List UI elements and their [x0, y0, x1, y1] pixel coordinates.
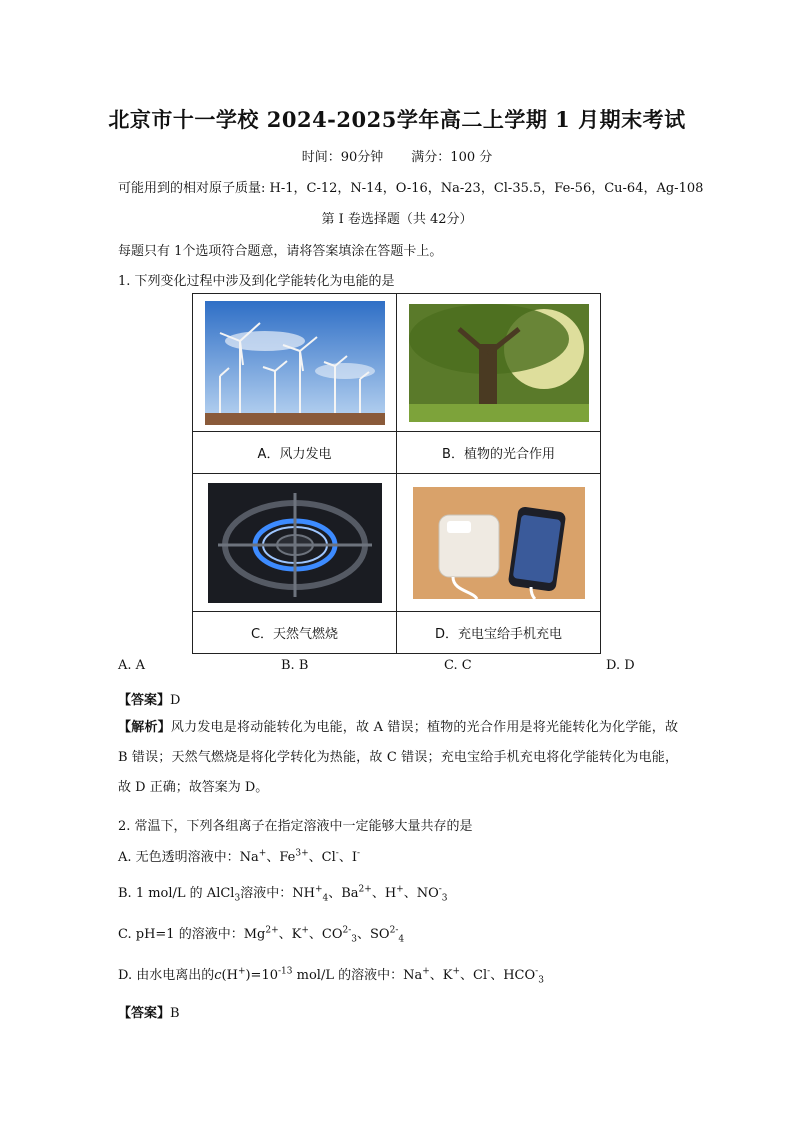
choice-a: A. A	[118, 658, 146, 673]
exam-time: 时间：90分钟	[301, 150, 384, 165]
answer-label: 【答案】	[118, 1006, 171, 1021]
option-b-label: B．植物的光合作用	[397, 432, 601, 474]
exam-title: 北京市十一学校 2024-2025学年高二上学期 1 月期末考试	[108, 107, 686, 132]
q1-stem: 1. 下列变化过程中涉及到化学能转化为电能的是	[118, 274, 395, 289]
answer-value: D	[170, 693, 181, 708]
choice-d: D. D	[606, 658, 635, 673]
power-bank-phone-icon	[413, 487, 585, 599]
option-c-label: C．天然气燃烧	[193, 612, 397, 654]
q2-stem: 2. 常温下，下列各组离子在指定溶液中一定能够大量共存的是	[118, 819, 473, 834]
option-d-label: D．充电宝给手机充电	[397, 612, 601, 654]
q1-options-table	[192, 293, 601, 654]
option-c-image	[193, 474, 397, 612]
choice-c: C. C	[444, 658, 472, 673]
gas-burner-flame-icon	[208, 483, 382, 603]
answer-value: B	[170, 1006, 180, 1021]
option-a-label: A．风力发电	[193, 432, 397, 474]
exam-score: 满分：100 分	[411, 150, 493, 165]
instruction: 每题只有 1个选项符合题意，请将答案填涂在答题卡上。	[118, 244, 443, 259]
answer-label: 【答案】	[118, 693, 171, 708]
analysis-label: 【解析】	[118, 720, 171, 735]
q2-option-c: C. pH=1 的溶液中：$Mg^{2+}$、K+、$CO^{2-}_3$、$SO^{2-}_4$	[118, 925, 405, 945]
q2-option-a: A. 无色透明溶液中：Na+、$Fe^{3+}$、Cl-、I-	[118, 848, 361, 865]
analysis-text: 风力发电是将动能转化为电能，故 A 错误；植物的光合作用是将光能转化为化学能，故 B 错误；天然气燃烧是将化学转化为热能，故 C 错误；充电宝给手机充电将化学能转化为电能，故 D 正确；故答案为 D。	[118, 720, 678, 795]
q2-option-d: D. 由水电离出的$c(H^+)=10^{-13}$ mol/L 的溶液中：Na+、K+、Cl-、$HCO^-_3$	[118, 966, 544, 986]
q2-option-b: B. 1 mol/L 的 AlCl$_3$溶液中：$NH^+_4$、$Ba^{2+}$、H+、$NO^-_3$	[118, 884, 448, 904]
section-heading: 第 I 卷选择题（共 42分）	[321, 212, 473, 227]
q1-analysis	[118, 713, 678, 803]
option-b-image	[397, 294, 601, 432]
choice-b: B. B	[281, 658, 309, 673]
exam-meta	[0, 146, 794, 165]
wind-turbines-icon	[205, 301, 385, 425]
atomic-masses: 可能用到的相对原子质量: H-1，C-12，N-14，O-16，Na-23，Cl-35.5，Fe-56，Cu-64，Ag-108	[118, 181, 704, 196]
sunlit-tree-icon	[409, 304, 589, 422]
q2-answer	[118, 1002, 180, 1021]
option-a-image	[193, 294, 397, 432]
q1-answer	[118, 689, 180, 708]
option-d-image	[397, 474, 601, 612]
